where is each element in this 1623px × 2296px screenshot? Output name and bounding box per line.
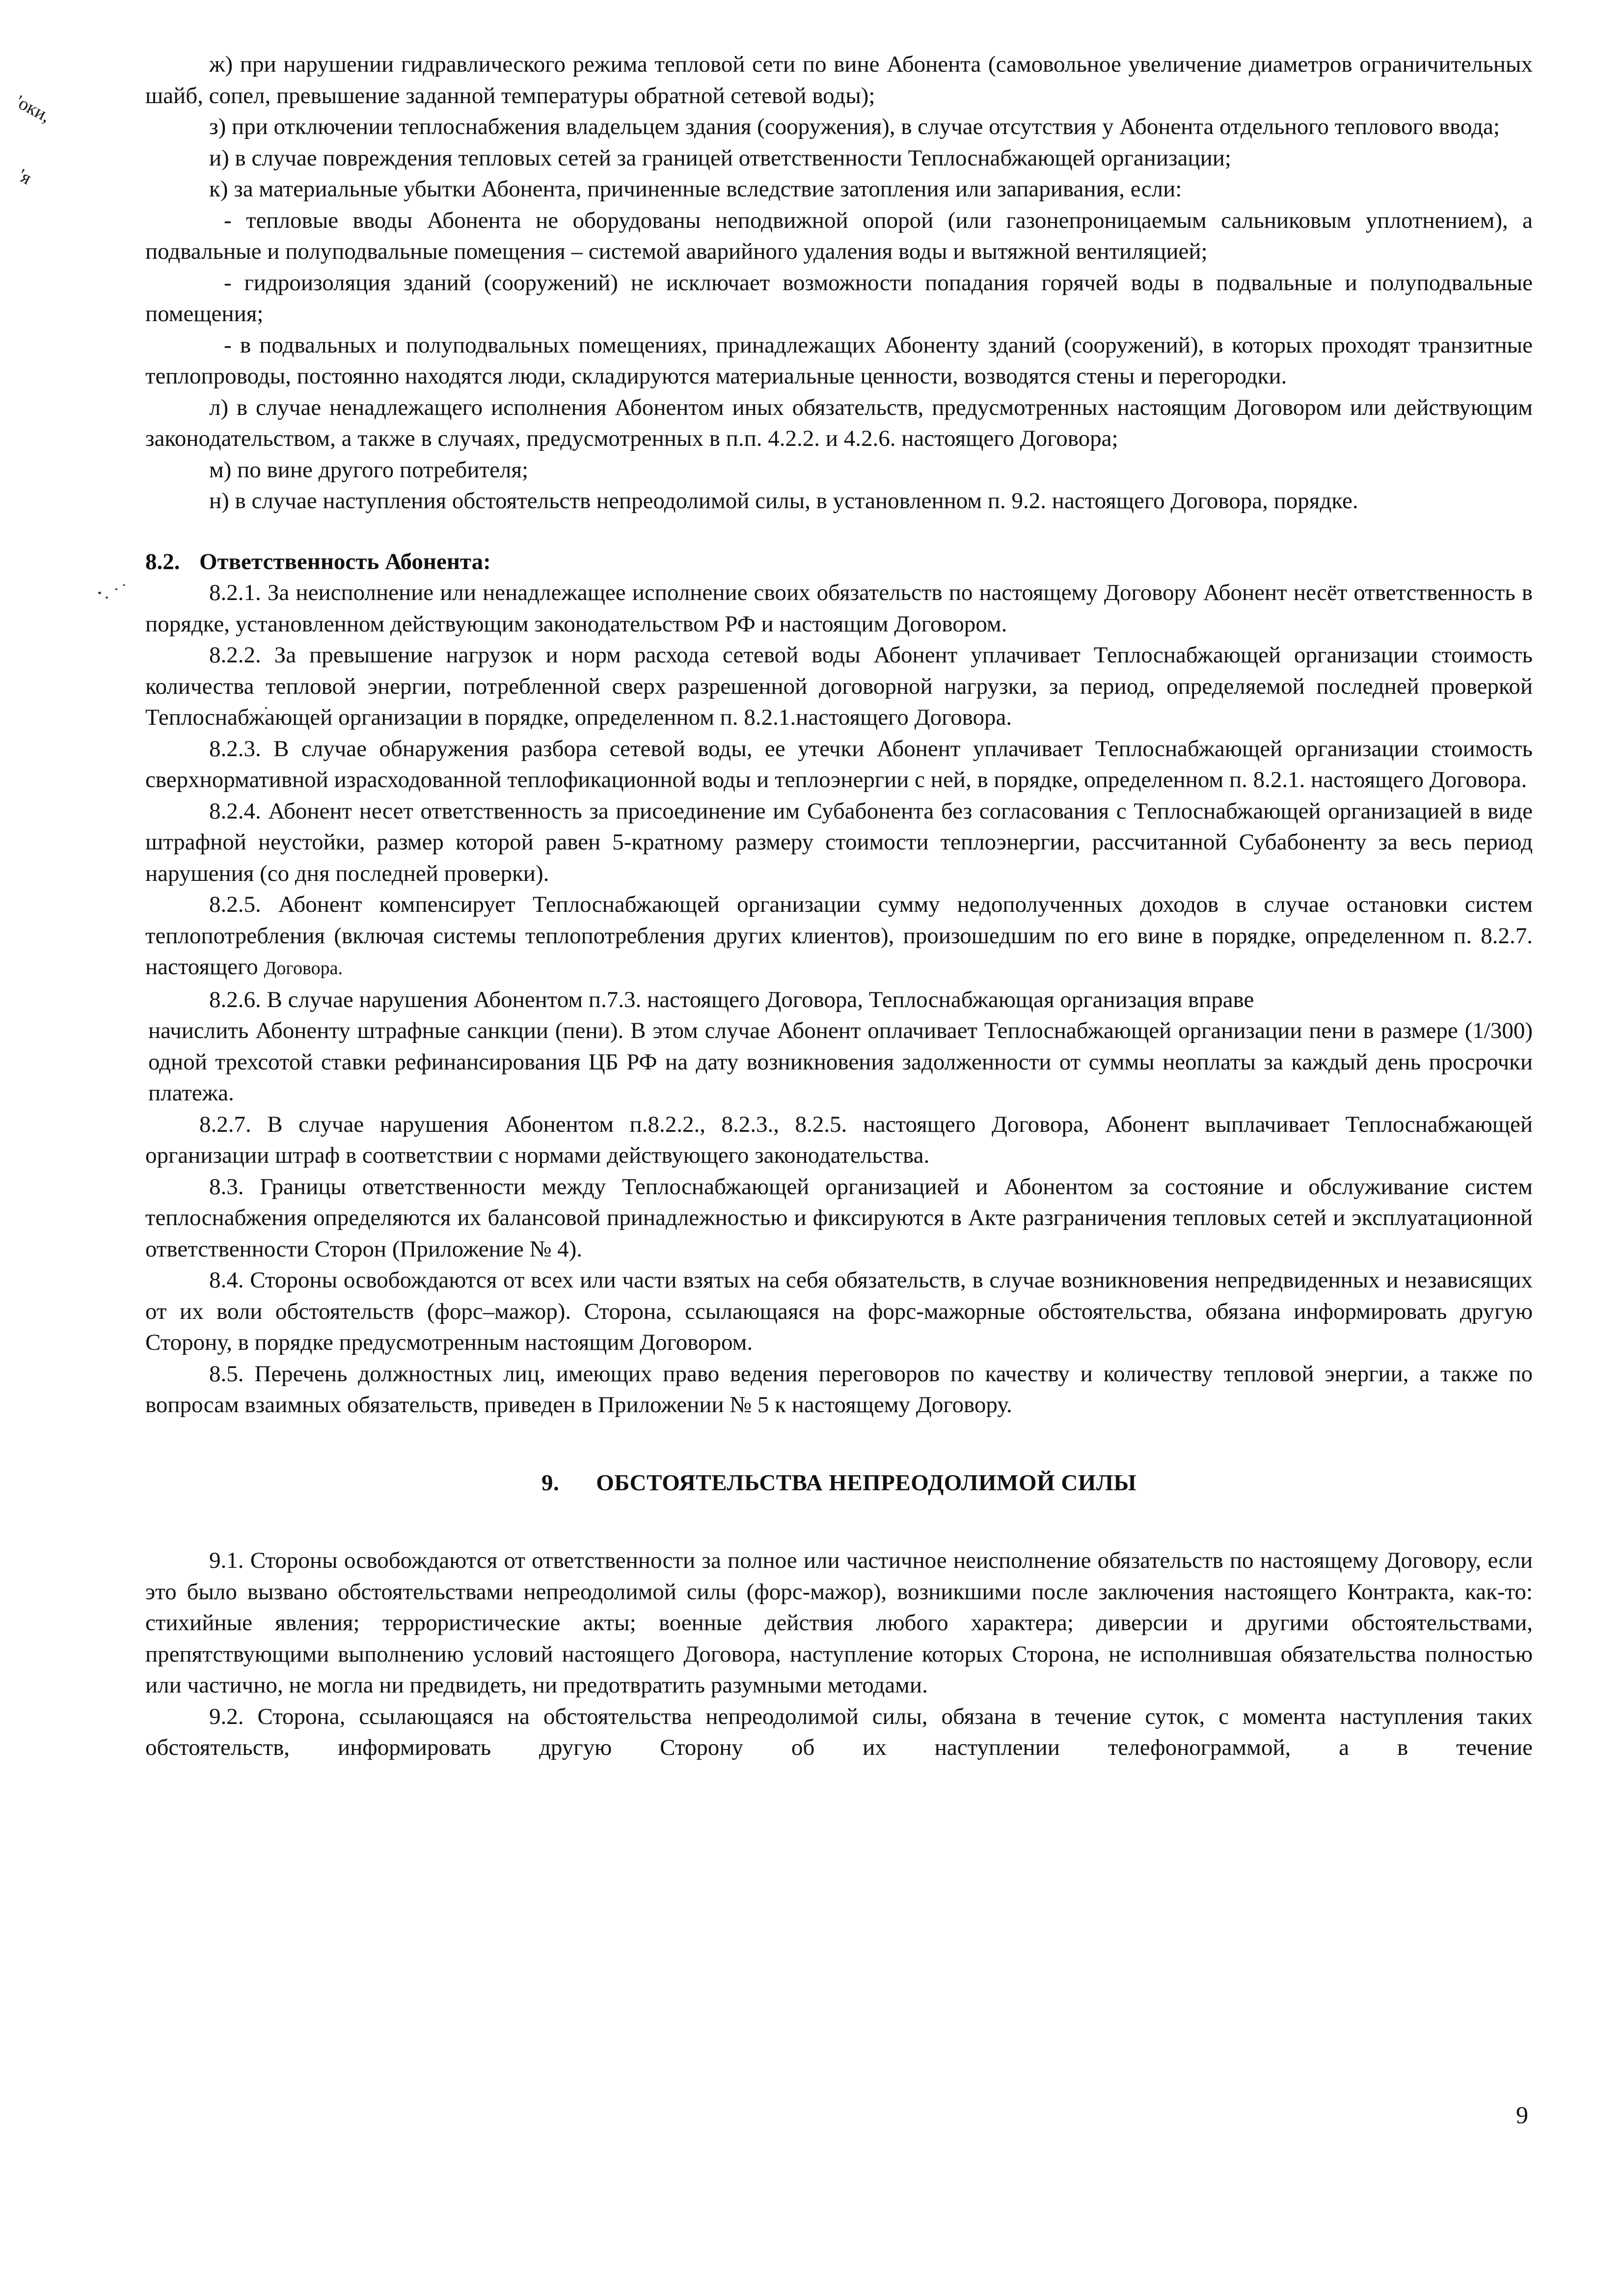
clause-paragraph: 8.2.1. За неисполнение или ненадлежащее исполнение своих обязательств по настоящему Договору Абонент несёт ответственность в порядке, установленном действующим законодательством РФ и настоящим Договором. xyxy=(145,580,1533,637)
clause-paragraph: 8.2.6. В случае нарушения Абонентом п.7.3. настоящего Договора, Теплоснабжающая организация вправе xyxy=(209,986,1254,1012)
clause-paragraph: 9.2. Сторона, ссылающаяся на обстоятельства непреодолимой силы, обязана в течение суток, с момента наступления таких обстоятельств, информировать другую Сторону об их наступлении телефонограммой, а в течение xyxy=(145,1703,1533,1760)
section-8-2 xyxy=(145,547,1533,1172)
list-item: и) в случае повреждения тепловых сетей за границей ответственности Теплоснабжающей организации; xyxy=(209,145,1231,171)
clause-paragraph xyxy=(145,889,1533,984)
list-subitem: - гидроизоляция зданий (сооружений) не исключает возможности попадания горячей воды в подвальные и полуподвальные помещения; xyxy=(145,270,1533,327)
clause-paragraph: 8.2.3. В случае обнаружения разбора сетевой воды, ее утечки Абонент уплачивает Теплоснабжающей организации стоимость сверхнормативной израсходованной теплофикационной воды и теплоэнергии с ней, в порядке, определенном п. 8.2.1. настоящего Договора. xyxy=(145,736,1533,793)
section-number: 8.2. xyxy=(145,548,180,574)
scan-speck xyxy=(98,592,101,594)
section-8-1-continued xyxy=(145,49,1533,517)
list-item: л) в случае ненадлежащего исполнения Абонентом иных обязательств, предусмотренных настоящим Договором или действующим законодательством, а также в случаях, предусмотренных в п.п. 4.2.2. и 4.2.6. настоящего Договора; xyxy=(145,394,1533,451)
clause-paragraph: 8.2.7. В случае нарушения Абонентом п.8.2.2., 8.2.3., 8.2.5. настоящего Договора, Абонент выплачивает Теплоснабжающей организации штраф в соответствии с нормами действующего законодательства. xyxy=(145,1111,1533,1168)
list-subitem: - в подвальных и полуподвальных помещениях, принадлежащих Абоненту зданий (сооружений), в которых проходят транзитные теплопроводы, постоянно находятся люди, складируются материальные ценности, возводятся стены и перегородки. xyxy=(145,332,1533,389)
clause-paragraph-continued: начислить Абоненту штрафные санкции (пени). В этом случае Абонент оплачивает Теплоснабжающей организации пени в размере (1/300) одной трехсотой ставки рефинансирования ЦБ РФ на дату возникновения задолженности от суммы неоплаты за каждый день просрочки платежа. xyxy=(148,1018,1533,1106)
chapter-heading xyxy=(145,1468,1533,1499)
clause-paragraph: 8.2.4. Абонент несет ответственность за присоединение им Субабонента без согласования с Теплоснабжающей организацией в виде штрафной неустойки, размер которой равен 5-кратному размеру стоимости теплоэнергии, рассчитанной Субабоненту за весь период нарушения (со дня последней проверки). xyxy=(145,798,1533,886)
clause-paragraph: 8.5. Перечень должностных лиц, имеющих право ведения переговоров по качеству и количеству тепловой энергии, а также по вопросам взаимных обязательств, приведен в Приложении № 5 к настоящему Договору. xyxy=(145,1361,1533,1418)
list-item: з) при отключении теплоснабжения владельцем здания (сооружения), в случае отсутствия у Абонента отдельного теплового ввода; xyxy=(209,114,1500,139)
clause-paragraph: 8.2.2. За превышение нагрузок и норм расхода сетевой воды Абонент уплачивает Теплоснабжающей организации стоимость количества тепловой энергии, потребленной сверх разрешенной договорной нагрузки, за период, определяемой последней проверкой Теплоснабжающей организации в порядке, определенном п. 8.2.1.настоящего Договора. xyxy=(145,642,1533,730)
scan-speck xyxy=(123,584,125,586)
scan-speck xyxy=(106,597,108,599)
page-number: 9 xyxy=(1516,2101,1528,2129)
list-subitem: - тепловые вводы Абонента не оборудованы неподвижной опорой (или газонепроницаемым сальниковым уплотнением), а подвальные и полуподвальные помещения – системой аварийного удаления воды и вытяжной вентиляцией; xyxy=(145,207,1533,264)
document-page xyxy=(145,49,1533,1764)
margin-handwriting-fragment: 'я xyxy=(14,164,35,189)
clause-paragraph: 8.3. Границы ответственности между Теплоснабжающей организацией и Абонентом за состояние и обслуживание систем теплоснабжения определяются их балансовой принадлежностью и фиксируются в Акте разграничения тепловых сетей и эксплуатационной ответственности Сторон (Приложение № 4). xyxy=(145,1174,1533,1262)
clause-paragraph: 8.4. Стороны освобождаются от всех или части взятых на себя обязательств, в случае возникновения непредвиденных и независящих от их воли обстоятельств (форс–мажор). Сторона, ссылающаяся на форс-мажорные обстоятельства, обязана информировать другую Сторону, в порядке предусмотренным настоящим Договором. xyxy=(145,1267,1533,1355)
chapter-9 xyxy=(145,1468,1533,1764)
section-8-other xyxy=(145,1172,1533,1421)
list-item: н) в случае наступления обстоятельств непреодолимой силы, в установленном п. 9.2. настоящего Договора, порядке. xyxy=(209,488,1358,514)
section-heading xyxy=(145,547,1533,578)
list-item: ж) при нарушении гидравлического режима тепловой сети по вине Абонента (самовольное увеличение диаметров ограничительных шайб, сопел, превышение заданной температуры обратной сетевой воды); xyxy=(145,52,1533,109)
list-item: м) по вине другого потребителя; xyxy=(209,457,529,483)
scan-speck xyxy=(115,588,117,590)
clause-text-small: Договора. xyxy=(264,958,343,979)
chapter-number: 9. xyxy=(541,1470,560,1496)
margin-handwriting-fragment: 'оки, xyxy=(12,91,54,127)
clause-paragraph: 9.1. Стороны освобождаются от ответственности за полное или частичное неисполнение обязательств по настоящему Договору, если это было вызвано обстоятельствами непреодолимой силы (форс-мажор), возникшими после заключения настоящего Контракта, как-то: стихийные явления; террористические акты; военные действия любого характера; диверсии и другими обстоятельствами, препятствующими выполнению условий настоящего Договора, наступление которых Сторона, не исполнившая обязательства полностью или частично, не могла ни предвидеть, ни предотвратить разумными методами. xyxy=(145,1548,1533,1698)
list-item: к) за материальные убытки Абонента, причиненные вследствие затопления или запаривания, если: xyxy=(209,176,1182,202)
section-title: Ответственность Абонента: xyxy=(199,548,491,574)
chapter-title: ОБСТОЯТЕЛЬСТВА НЕПРЕОДОЛИМОЙ СИЛЫ xyxy=(596,1470,1137,1496)
clause-text: 8.2.5. Абонент компенсирует Теплоснабжающей организации сумму недополученных доходов в случае остановки систем теплопотребления (включая системы теплопотребления других клиентов), произошедшим по его вине в порядке, определенном п. 8.2.7. настоящего xyxy=(145,892,1533,980)
